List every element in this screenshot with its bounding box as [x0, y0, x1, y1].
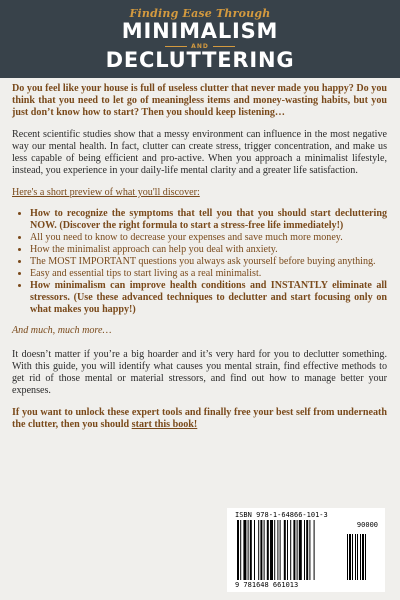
- start-book-link[interactable]: start this book!: [131, 419, 198, 430]
- bullet-item: • Easy and essential tips to start living as a real minimalist.: [30, 268, 387, 280]
- divider-line-left: [165, 46, 187, 47]
- price-code: 90000: [356, 521, 378, 529]
- closing-paragraph: It doesn’t matter if you’re a big hoarder and it’s very hard for you to declutter something. With this guide, you will identify what causes you mental strain, find effective methods to get rid of those mental or material stressors, and find out how to manage better your expenses.: [12, 349, 387, 396]
- bullet-item: • All you need to know to decrease your expenses and save much more money.: [30, 232, 387, 244]
- preview-bullet-list: [12, 208, 387, 316]
- bullet-item: • The MOST IMPORTANT questions you always ask yourself before buying anything.: [30, 256, 387, 268]
- barcode-bars: [235, 520, 377, 582]
- title-decluttering: DECLUTTERING: [105, 48, 295, 72]
- bullet-item: • How minimalism can improve health conditions and INSTANTLY eliminate all stressors. (Use these advanced techniques to declutter and start focusing only on what makes you happy!): [30, 280, 387, 316]
- title-and: AND: [191, 43, 209, 50]
- bullet-item: • How to recognize the symptoms that tell you that you should start decluttering NOW. (Discover the right formula to start a stress-free life immediately!): [30, 208, 387, 232]
- isbn-label: ISBN 978-1-64866-101-3: [235, 511, 328, 519]
- intro-paragraph: Do you feel like your house is full of useless clutter that never made you happy? Do you think that you need to let go of meaningless items and money-wasting habits, but you just don’t know how to start? Then you should keep listening…: [12, 83, 387, 118]
- title-minimalism: MINIMALISM: [121, 19, 279, 43]
- bullet-item: • How the minimalist approach can help you deal with anxiety.: [30, 244, 387, 256]
- barcode-number: 9 781648 661013: [235, 581, 299, 589]
- study-paragraph: Recent scientific studies show that a messy environment can influence in the most negative way our mental health. In fact, clutter can create stress, trigger concentration, and make us less capable of being efficient and pro-active. When you approach a minimalist lifestyle, instead, you experience in your daily-life mental clarity and a greater life satisfaction.: [12, 129, 387, 176]
- call-to-action: [12, 407, 387, 431]
- isbn-barcode-box: [227, 508, 385, 592]
- cta-text: If you want to unlock these expert tools and finally free your best self from underneath the clutter, then you should: [12, 407, 387, 430]
- title-kicker: Finding Ease Through: [129, 7, 271, 20]
- divider-line-right: [213, 46, 235, 47]
- and-much-more: And much, much more…: [12, 325, 112, 336]
- preview-heading: Here's a short preview of what you'll discover:: [12, 187, 200, 198]
- cover-header-banner: [0, 0, 400, 78]
- back-cover-copy: [12, 83, 387, 441]
